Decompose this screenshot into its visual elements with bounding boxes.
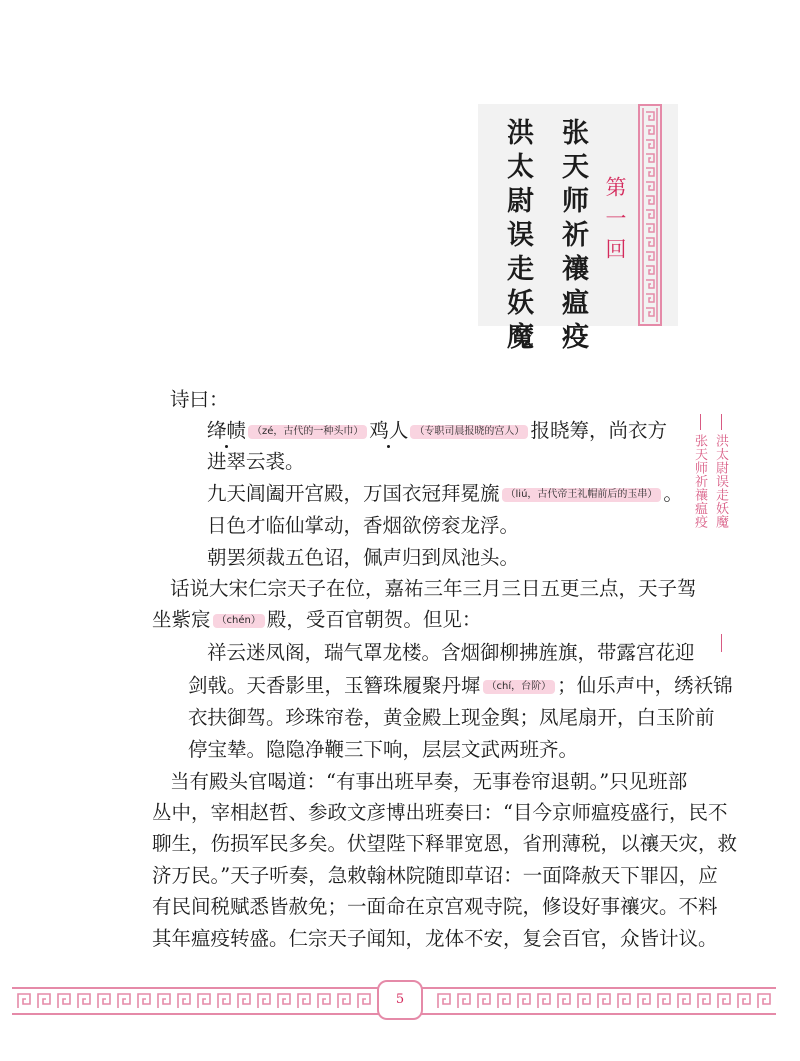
text-line: 其年瘟疫转盛。仁宗天子闻知，龙体不安，复会百官，众皆计议。 [152, 927, 718, 950]
text-line: 话说大宋仁宗天子在位，嘉祐三年三月三日五更三点，天子驾 [170, 577, 697, 600]
fret-border-vertical [638, 104, 662, 326]
page-number: 5 [395, 992, 405, 1007]
annotation-note: （chén） [213, 614, 265, 628]
text-line: 诗曰： [170, 388, 229, 411]
running-header-rule-top [700, 414, 701, 430]
running-header-line-2: 洪太尉误走妖魔 [713, 434, 728, 529]
running-header-rule-bottom [721, 634, 722, 652]
text-line: 停宝辇。隐隐净鞭三下响，层层文武两班齐。 [188, 738, 579, 761]
page-number-badge [377, 980, 423, 1020]
text-line: 坐紫宸 （chén） 殿，受百官朝贺。但见： [152, 608, 482, 631]
text-line: 剑戟。天香影里，玉簪珠履聚丹墀 （chí，台阶） ；仙乐声中，绣袄锦 [188, 674, 733, 697]
text-line: 日色才临仙掌动，香烟欲傍衮龙浮。 [207, 514, 520, 537]
annotation-note: （zé，古代的一种头巾） [248, 425, 367, 439]
annotation-note: （chí，台阶） [483, 680, 556, 694]
text-line: 丛中，宰相赵哲、参政文彦博出班奏曰：“目今京师瘟疫盛行，民不 [152, 801, 728, 824]
text-line: 聊生，伤损军民多矣。伏望陛下释罪宽恩，省刑薄税，以禳天灾，救 [152, 832, 738, 855]
text-line: 衣扶御驾。珍珠帘卷，黄金殿上现金舆；凤尾扇开，白玉阶前 [188, 706, 715, 729]
text-line: 九天阊阖开宫殿，万国衣冠拜冕旒 （liú，古代帝王礼帽前后的玉串） 。 [207, 482, 683, 505]
running-header-rule-top-2 [721, 414, 722, 430]
running-header-line-1: 张天师祈禳瘟疫 [692, 434, 707, 529]
text-line: 济万民。”天子听奏，急敕翰林院随即草诏：一面降赦天下罪囚，应 [152, 864, 718, 887]
chapter-number-label: 第一回 [603, 176, 627, 269]
text-line: 朝罢须裁五色诏，佩声归到凤池头。 [207, 546, 520, 569]
text-line: 有民间税赋悉皆赦免；一面命在京宫观寺院，修设好事禳灾。不料 [152, 895, 718, 918]
text-line: 当有殿头官喝道：“有事出班早奏，无事卷帘退朝。”只见班部 [170, 770, 688, 793]
text-line: 祥云迷凤阁，瑞气罩龙楼。含烟御柳拂旌旗，带露宫花迎 [207, 641, 695, 664]
annotation-note: （专职司晨报晓的宫人） [410, 425, 528, 439]
chapter-title-line-1: 张天师祈禳瘟疫 [557, 118, 588, 356]
annotation-note: （liú，古代帝王礼帽前后的玉串） [502, 488, 662, 502]
chapter-title-line-2: 洪太尉误走妖魔 [502, 118, 533, 356]
text-line: 绛帻 （zé，古代的一种头巾） 鸡人 （专职司晨报晓的宫人） 报晓筹，尚衣方 [207, 419, 667, 442]
text-line: 进翠云裘。 [207, 450, 305, 473]
